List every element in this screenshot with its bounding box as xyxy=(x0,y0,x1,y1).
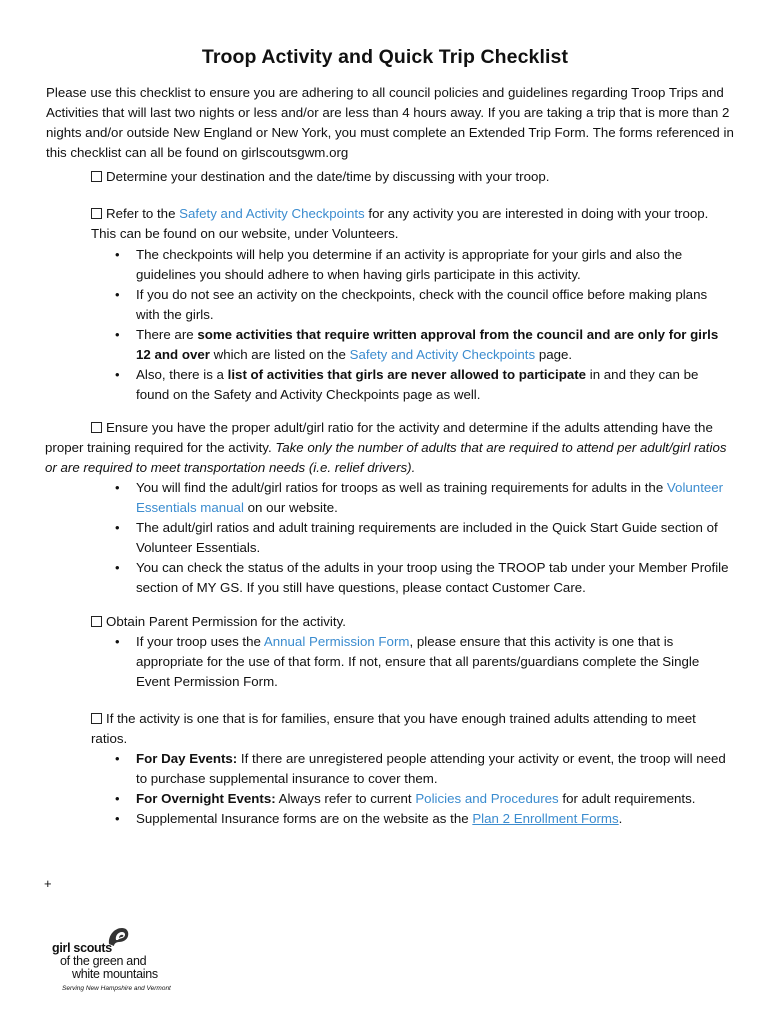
safety-checkpoints-link[interactable]: Safety and Activity Checkpoints xyxy=(179,206,365,221)
plus-mark: + xyxy=(44,876,52,891)
annual-permission-form-link[interactable]: Annual Permission Form xyxy=(263,634,410,649)
list-item: • You will find the adult/girl ratios for troops as well as training requirements for adults in the Volunteer Essentials manual on our website. xyxy=(91,478,731,518)
checklist-item-permission: Obtain Parent Permission for the activity. • If your troop uses the Annual Permission Form, please ensure that this activity is one that is appropriate for the use of that form. If not, ensure that all parents/guardians complete the Single Event Permission Form. xyxy=(91,612,731,692)
logo-line-3: white mountains xyxy=(72,967,158,981)
list-item: • If you do not see an activity on the checkpoints, check with the council office before making plans with the girls. xyxy=(91,285,731,325)
checkbox[interactable] xyxy=(91,422,102,433)
list-item: • For Day Events: If there are unregistered people attending your activity or event, the troop will need to purchase supplemental insurance to cover them. xyxy=(91,749,731,789)
checklist-item-ratio: Ensure you have the proper adult/girl ratio for the activity and determine if the adults attending have the proper training required for the activity. Take only the number of adults that are required to attend per adult/girl ratios or are required to meet transportation needs (i.e. relief drivers). • You will find the adult/girl ratios for troops as well as training requirements for adults in the Volunteer Essentials manual on our website. • The adult/girl ratios and adult training requirements are included in the Quick Start Guide section of Volunteer Essentials. • You can check the status of the adults in your troop using the TROOP tab under your Member Profile section of MY GS. If you still have questions, please contact Customer Care. xyxy=(91,418,731,598)
logo-line-2: of the green and xyxy=(60,954,147,968)
list-item: • If your troop uses the Annual Permission Form, please ensure that this activity is one that is appropriate for the use of that form. If not, ensure that all parents/guardians complete the Single Event Permission Form. xyxy=(91,632,731,692)
checklist-item-destination: Determine your destination and the date/time by discussing with your troop. xyxy=(91,167,731,187)
intro-paragraph: Please use this checklist to ensure you are adhering to all council policies and guidelines regarding Troop Trips and Activities that will last two nights or less and/or are less than 4 hours away. If you are taking a trip that is more than 2 nights and/or outside New England or New York, you must complete an Extended Trip Form. The forms referenced in this checklist can all be found on girlscoutsgwm.org xyxy=(46,85,734,160)
logo-tagline: Serving New Hampshire and Vermont xyxy=(62,985,171,992)
checkbox[interactable] xyxy=(91,713,102,724)
list-item: • The checkpoints will help you determine if an activity is appropriate for your girls and also the guidelines you should adhere to when having girls participate in this activity. xyxy=(91,245,731,285)
safety-checkpoints-link[interactable]: Safety and Activity Checkpoints xyxy=(349,347,536,362)
checkbox[interactable] xyxy=(91,616,102,627)
checkbox[interactable] xyxy=(91,171,102,182)
list-item: • Also, there is a list of activities that girls are never allowed to participate in and they can be found on the Safety and Activity Checkpoints page as well. xyxy=(91,365,731,405)
girl-scouts-logo xyxy=(50,922,190,998)
checklist-item-checkpoints: Refer to the Safety and Activity Checkpoints for any activity you are interested in doing with your troop. This can be found on our website, under Volunteers. • The checkpoints will help you determine if an activity is appropriate for your girls and also the guidelines you should adhere to when having girls participate in this activity. • If you do not see an activity on the checkpoints, check with the council office before making plans with the girls. • There are some activities that require written approval from the council and are only for girls 12 and over which are listed on the Safety and Activity Checkpoints page. • Also, there is a list of activities that girls are never allowed to participate in and they can be found on the Safety and Activity Checkpoints page as well. xyxy=(91,204,731,405)
list-item: • For Overnight Events: Always refer to current Policies and Procedures for adult requirements. xyxy=(91,789,731,809)
list-item: • The adult/girl ratios and adult training requirements are included in the Quick Start Guide section of Volunteer Essentials. xyxy=(91,518,731,558)
page-title: Troop Activity and Quick Trip Checklist xyxy=(201,46,569,68)
list-item: • There are some activities that require written approval from the council and are only for girls 12 and over which are listed on the Safety and Activity Checkpoints page. xyxy=(91,325,731,365)
plan2-enrollment-forms-link[interactable]: Plan 2 Enrollment Forms xyxy=(472,811,619,826)
volunteer-essentials-link[interactable]: Volunteer Essentials manual xyxy=(136,480,724,515)
policies-procedures-link[interactable]: Policies and Procedures xyxy=(415,791,559,806)
list-item: • Supplemental Insurance forms are on the website as the Plan 2 Enrollment Forms. xyxy=(91,809,731,829)
checkbox[interactable] xyxy=(91,208,102,219)
list-item: • You can check the status of the adults in your troop using the TROOP tab under your Member Profile section of MY GS. If you still have questions, please contact Customer Care. xyxy=(91,558,731,598)
logo-line-1: girl scouts xyxy=(52,941,112,955)
checklist-item-families: If the activity is one that is for families, ensure that you have enough trained adults attending to meet ratios. • For Day Events: If there are unregistered people attending your activity or event, the troop will need to purchase supplemental insurance to cover them. • For Overnight Events: Always refer to current Policies and Procedures for adult requirements. • Supplemental Insurance forms are on the website as the Plan 2 Enrollment Forms. xyxy=(91,709,731,829)
